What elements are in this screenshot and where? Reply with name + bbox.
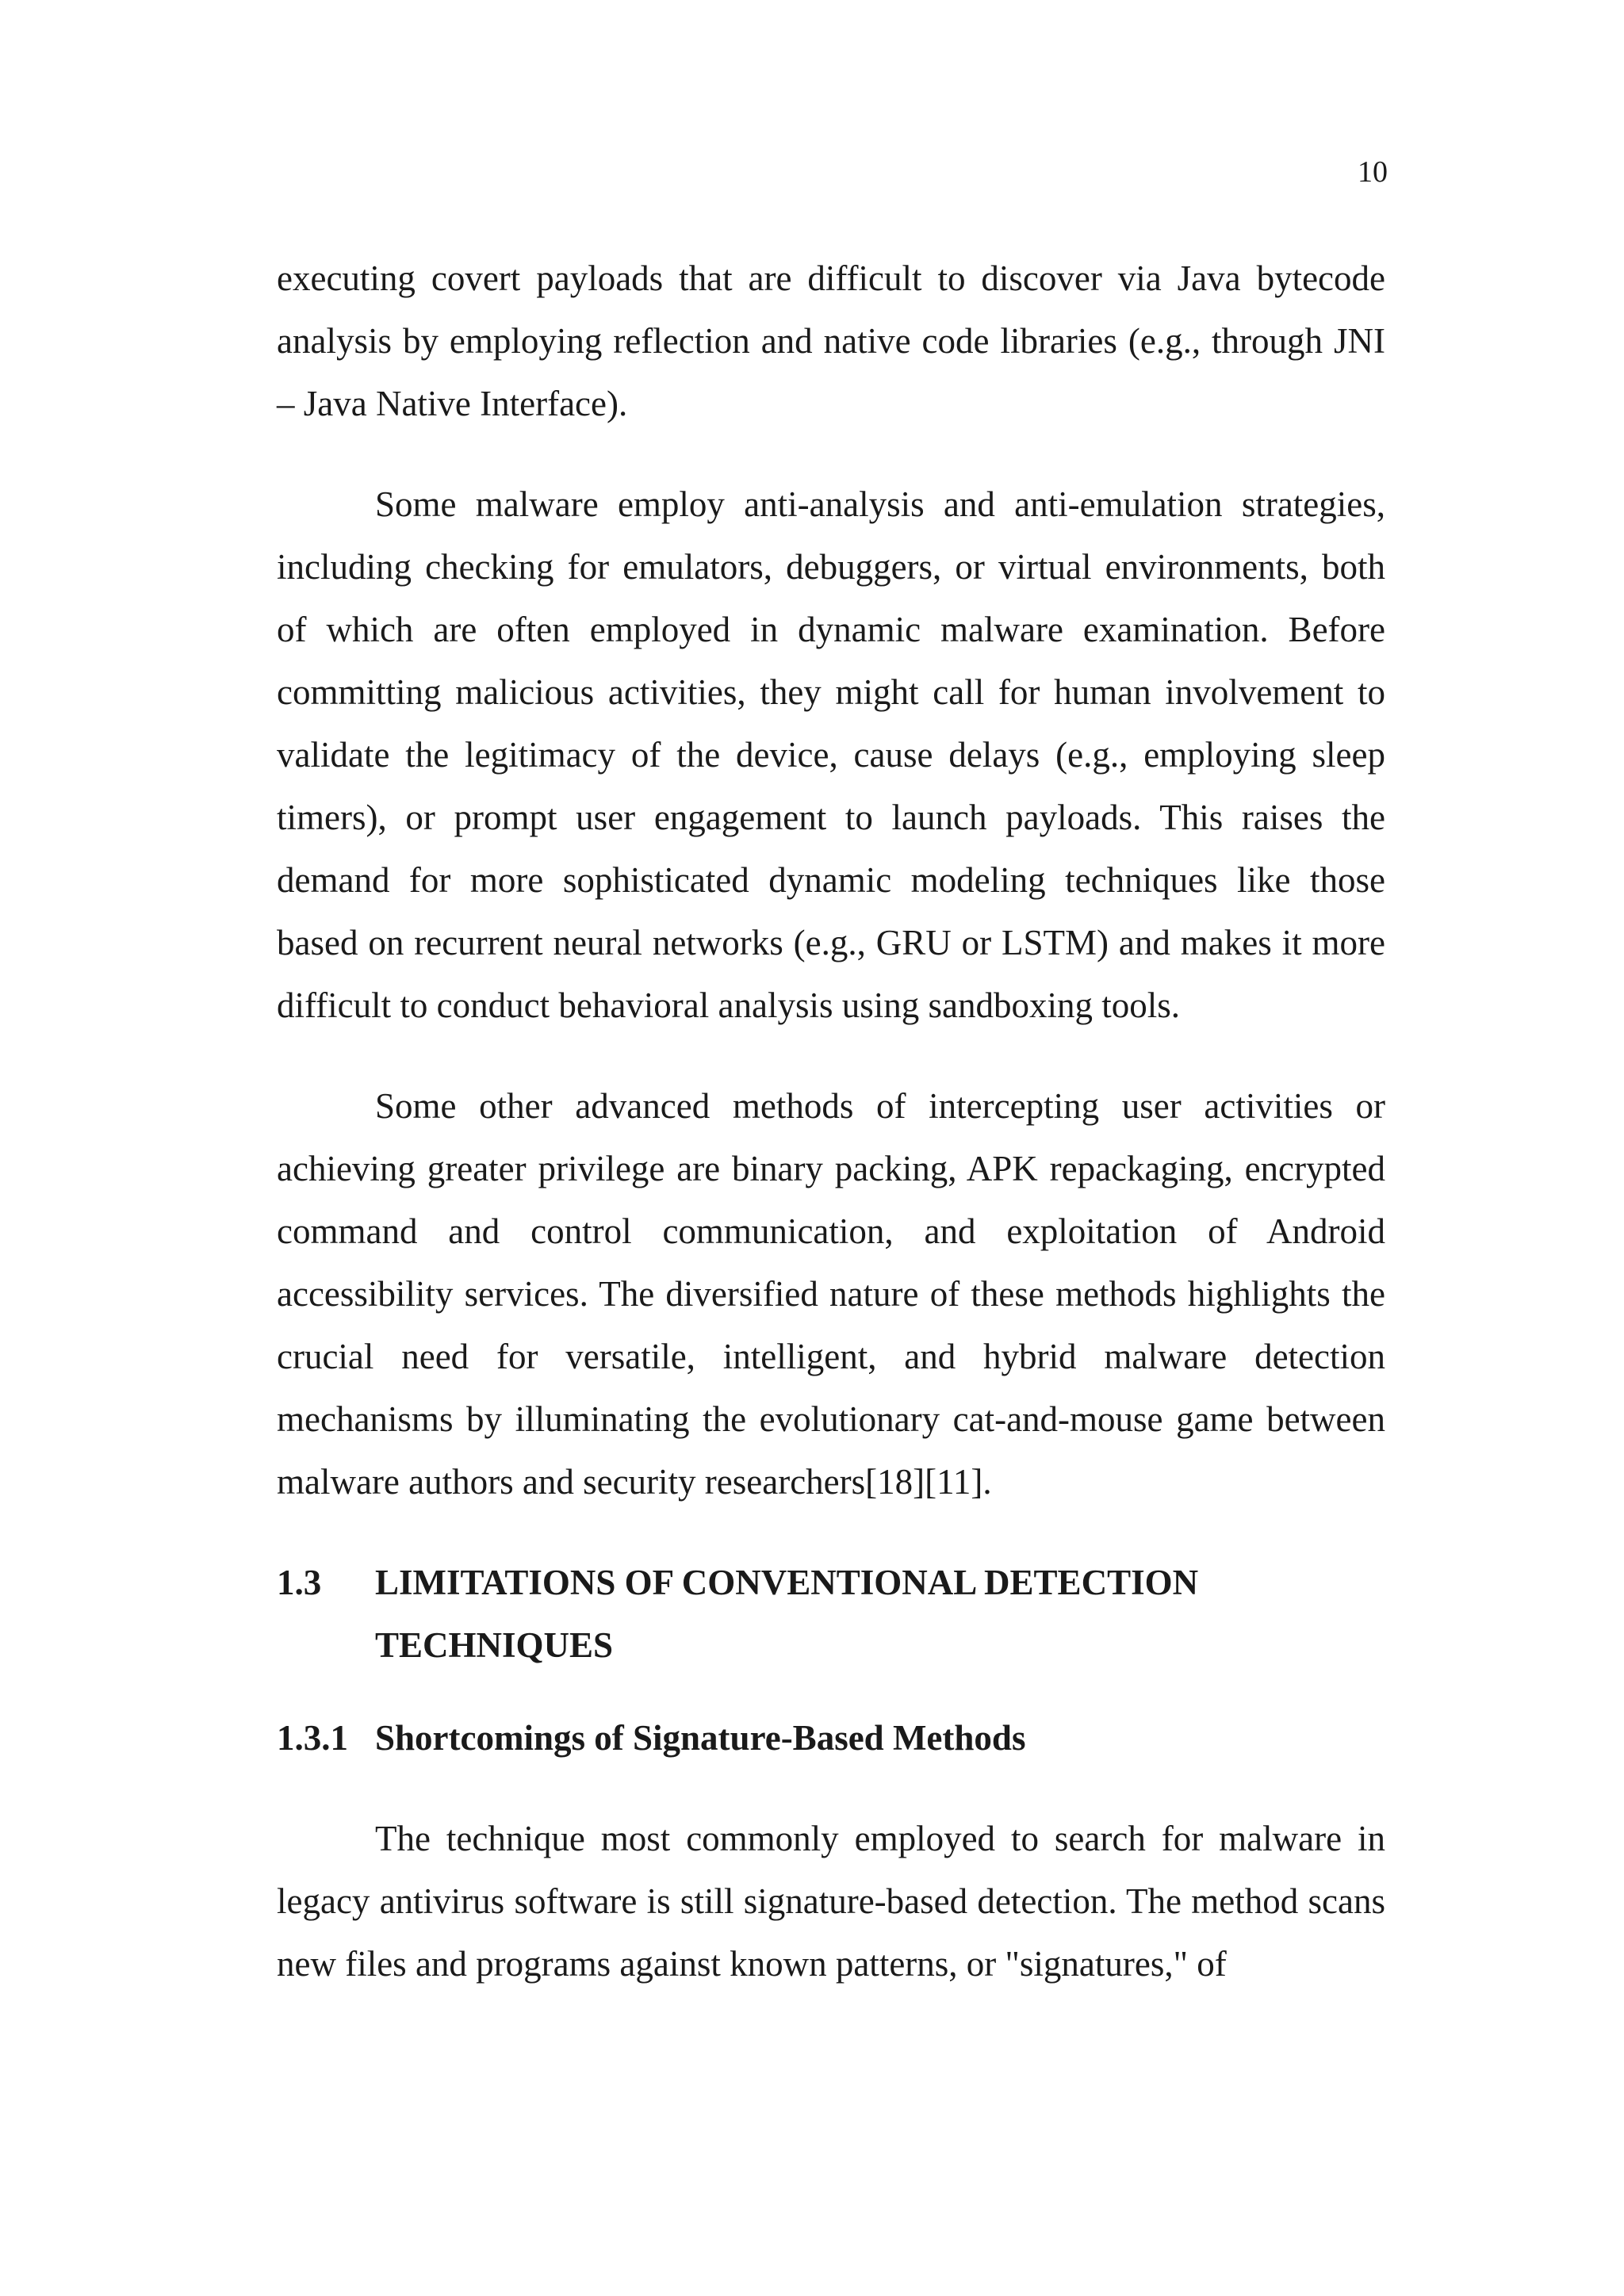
paragraph-signature-based: The technique most commonly employed to search for malware in legacy antivirus software is still signature-based detection. The method scans new files and programs against known patterns, or "signatures," of bbox=[277, 1819, 1385, 1984]
subsection-heading bbox=[277, 1707, 1385, 1770]
subsection-title: Shortcomings of Signature-Based Methods bbox=[375, 1718, 1026, 1758]
section-number: 1.3 bbox=[277, 1563, 322, 1602]
paragraph-continued: executing covert payloads that are difficult to discover via Java bytecode analysis by employing reflection and native code libraries (e.g., through JNI – Java Native Interface). bbox=[277, 258, 1385, 423]
section-title: LIMITATIONS OF CONVENTIONAL DETECTION TECHNIQUES bbox=[375, 1563, 1199, 1665]
subsection-number: 1.3.1 bbox=[277, 1718, 348, 1758]
section-heading bbox=[277, 1552, 1385, 1677]
paragraph-advanced-methods: Some other advanced methods of intercepting user activities or achieving greater privilege are binary packing, APK repackaging, encrypted command and control communication, and exploitation of Android accessibility services. The diversified nature of these methods highlights the crucial need for versatile, intelligent, and hybrid malware detection mechanisms by illuminating the evolutionary cat-and-mouse game between malware authors and security researchers[18][11]. bbox=[277, 1086, 1385, 1502]
page-body bbox=[277, 247, 1385, 1996]
paragraph-anti-analysis: Some malware employ anti-analysis and anti-emulation strategies, including checking for emulators, debuggers, or virtual environments, both of which are often employed in dynamic malware examination. Before committing malicious activities, they might call for human involvement to validate the legitimacy of the device, cause delays (e.g., employing sleep timers), or prompt user engagement to launch payloads. This raises the demand for more sophisticated dynamic modeling techniques like those based on recurrent neural networks (e.g., GRU or LSTM) and makes it more difficult to conduct behavioral analysis using sandboxing tools. bbox=[277, 484, 1385, 1025]
page-number: 10 bbox=[1358, 155, 1388, 189]
